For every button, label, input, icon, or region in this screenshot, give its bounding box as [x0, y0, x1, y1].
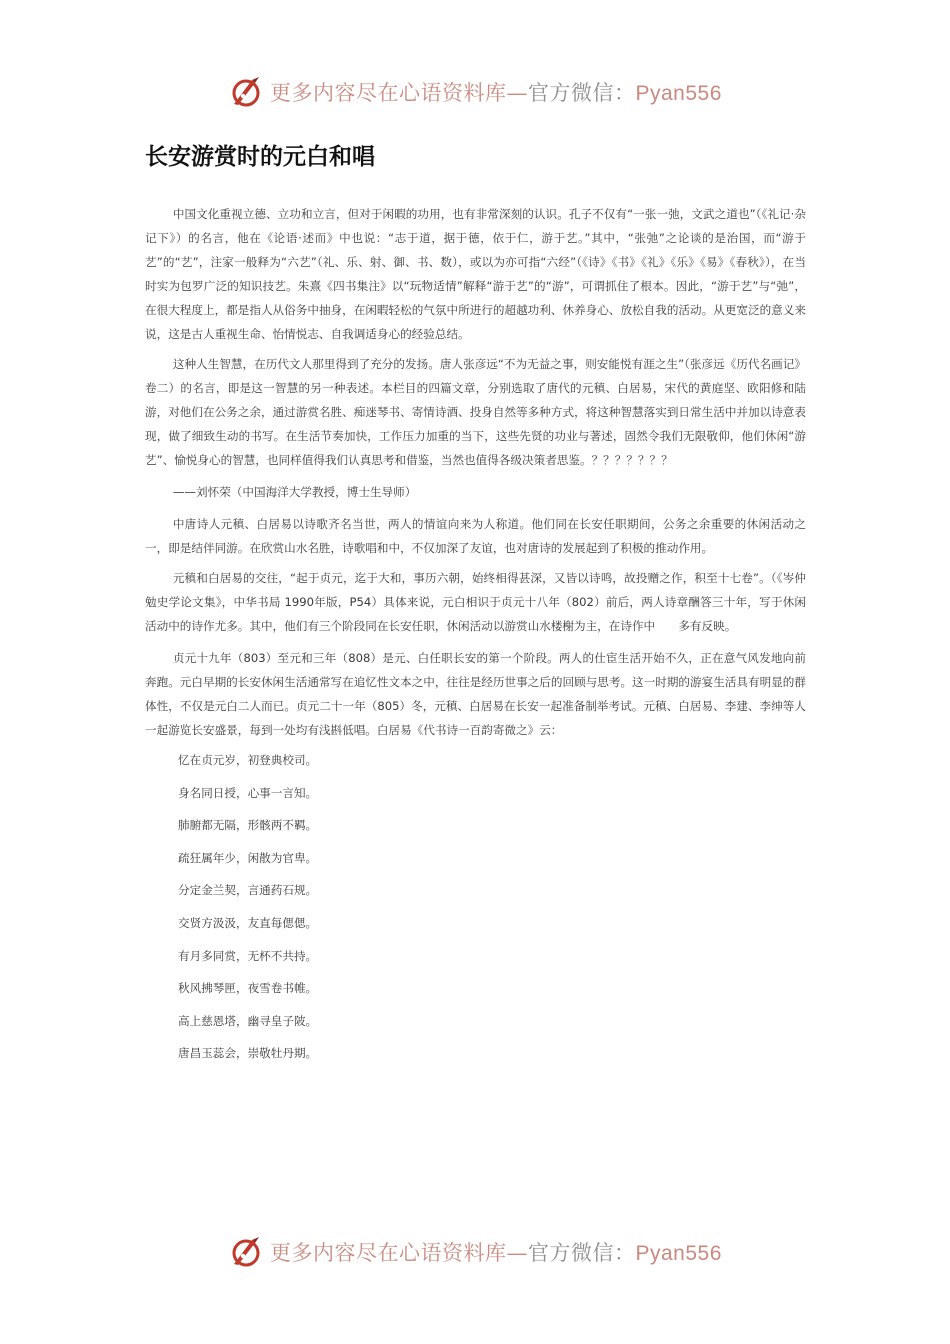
poem-line: 肺腑都无隔，形骸两不羁。 — [178, 818, 318, 833]
banner-main-text: 更多内容尽在心语资料库 — [270, 1241, 507, 1265]
poem-line: 分定金兰契，言通药石规。 — [178, 883, 318, 898]
poem-line: 唐昌玉蕊会，崇敬牡丹期。 — [178, 1046, 318, 1061]
poem-line: 秋风拂琴匣，夜雪卷书帷。 — [178, 981, 318, 996]
article-title: 长安游赏时的元白和唱 — [145, 143, 375, 169]
paragraph-intro: 中国文化重视立德、立功和立言，但对于闲暇的功用，也有非常深刻的认识。孔子不仅有“一张一弛，文武之道也”（《礼记·杂记下》）的名言，他在《论语·述而》中也说：“志于道，据于德，依于仁，游于艺。”其中，“张弛”之论谈的是治国，而“游于艺”的“艺”，注家一般释为“六艺”（礼、乐、射、御、书、数），或以为亦可指“六经”（《诗》《书》《礼》《乐》《易》《春秋》），在当时实为包罗广泛的知识技艺。朱熹《四书集注》以“玩物适情”解释“游于艺”的“游”，可谓抓住了根本。因此，“游于艺”与“弛”，在很大程度上，都是指人从俗务中抽身，在闲暇轻松的气氛中所进行的超越功利、休养身心、放松自我的活动。从更宽泛的意义来说，这是古人重视生命、怡情悦志、自我调适身心的经验总结。 — [145, 207, 806, 341]
quill-pen-logo-icon — [228, 74, 264, 110]
paragraph-friendship: 元稹和白居易的交往，“起于贞元，迄于大和，事历六朝，始终相得甚深，又皆以诗鸣，故投赠之作，积至十七卷”。（《岑仲勉史学论文集》，中华书局 1990年版，P54）具体来说，元白相识于贞元十八年（802）前后，两人诗章酬答三十年，写于休闲活动中的诗作尤多。其中，他们有三个阶段同在长安任职，休闲活动以游赏山水楼榭为主，在诗作中 多有反映。 — [145, 571, 806, 633]
quill-pen-logo-icon — [228, 1234, 264, 1270]
banner-dash: — — [506, 81, 528, 105]
footer-watermark-banner — [228, 1232, 748, 1272]
poem-line: 忆在贞元岁，初登典校司。 — [178, 753, 318, 767]
paragraph-first-stage: 贞元十九年（803）至元和三年（808）是元、白任职长安的第一个阶段。两人的仕宦生活开始不久，正在意气风发地向前奔跑。元白早期的长安休闲生活通常写在追忆性文本之中，往往是经历世事之后的回顾与思考。这一时期的游宴生活具有明显的群体性，不仅是元白二人而已。贞元二十一年（805）冬，元稹、白居易在长安一起准备制举考试。元稹、白居易、李建、李绅等人一起游览长安盛景，每到一处均有浅斟低唱。白居易《代书诗一百韵寄微之》云： — [145, 651, 806, 737]
poem-line: 身名同日授，心事一言知。 — [178, 785, 318, 800]
poem-line: 有月多同赏，无杯不共持。 — [178, 948, 318, 963]
poem-line: 疏狂属年少，闲散为官卑。 — [178, 850, 318, 865]
header-watermark-banner — [228, 72, 748, 112]
banner-main-text: 更多内容尽在心语资料库 — [270, 81, 507, 105]
poem-excerpt — [145, 748, 806, 1074]
banner-dash: — — [506, 1241, 528, 1265]
banner-wechat-handle: Pyan556 — [635, 82, 722, 105]
banner-text — [270, 77, 722, 107]
editor-signature: ——刘怀荣（中国海洋大学教授，博士生导师） — [172, 485, 417, 499]
banner-text — [270, 1237, 722, 1267]
paragraph-wisdom: 这种人生智慧，在历代文人那里得到了充分的发扬。唐人张彦远“不为无益之事，则安能悦有涯之生”（张彦远《历代名画记》卷二）的名言，即是这一智慧的另一种表述。本栏目的四篇文章，分别选取了唐代的元稹、白居易，宋代的黄庭坚、欧阳修和陆游，对他们在公务之余，通过游赏名胜、痴迷琴书、寄情诗酒、投身自然等多种方式，将这种智慧落实到日常生活中并加以诗意表现，做了细致生动的书写。在生活节奏加快，工作压力加重的当下，这些先贤的功业与著述，固然令我们无限敬仰，他们休闲“游艺”、愉悦身心的智慧，也同样值得我们认真思考和借鉴，当然也值得各级决策者思鉴。？？？？？？？ — [145, 357, 806, 467]
article-body — [145, 202, 806, 1074]
poem-line: 高上慈恩塔，幽寻皇子陂。 — [178, 1013, 318, 1028]
poem-line: 交贤方汲汲，友直每偲偲。 — [178, 915, 318, 930]
paragraph-yuan-bai: 中唐诗人元稹、白居易以诗歌齐名当世，两人的情谊向来为人称道。他们同在长安任职期间，公务之余重要的休闲活动之一，即是结伴同游。在欣赏山水名胜，诗歌唱和中，不仅加深了友谊，也对唐诗的发展起到了积极的推动作用。 — [145, 517, 806, 555]
banner-wechat-label: 官方微信： — [528, 81, 636, 105]
banner-wechat-label: 官方微信： — [528, 1241, 636, 1265]
banner-wechat-handle: Pyan556 — [635, 1242, 722, 1265]
